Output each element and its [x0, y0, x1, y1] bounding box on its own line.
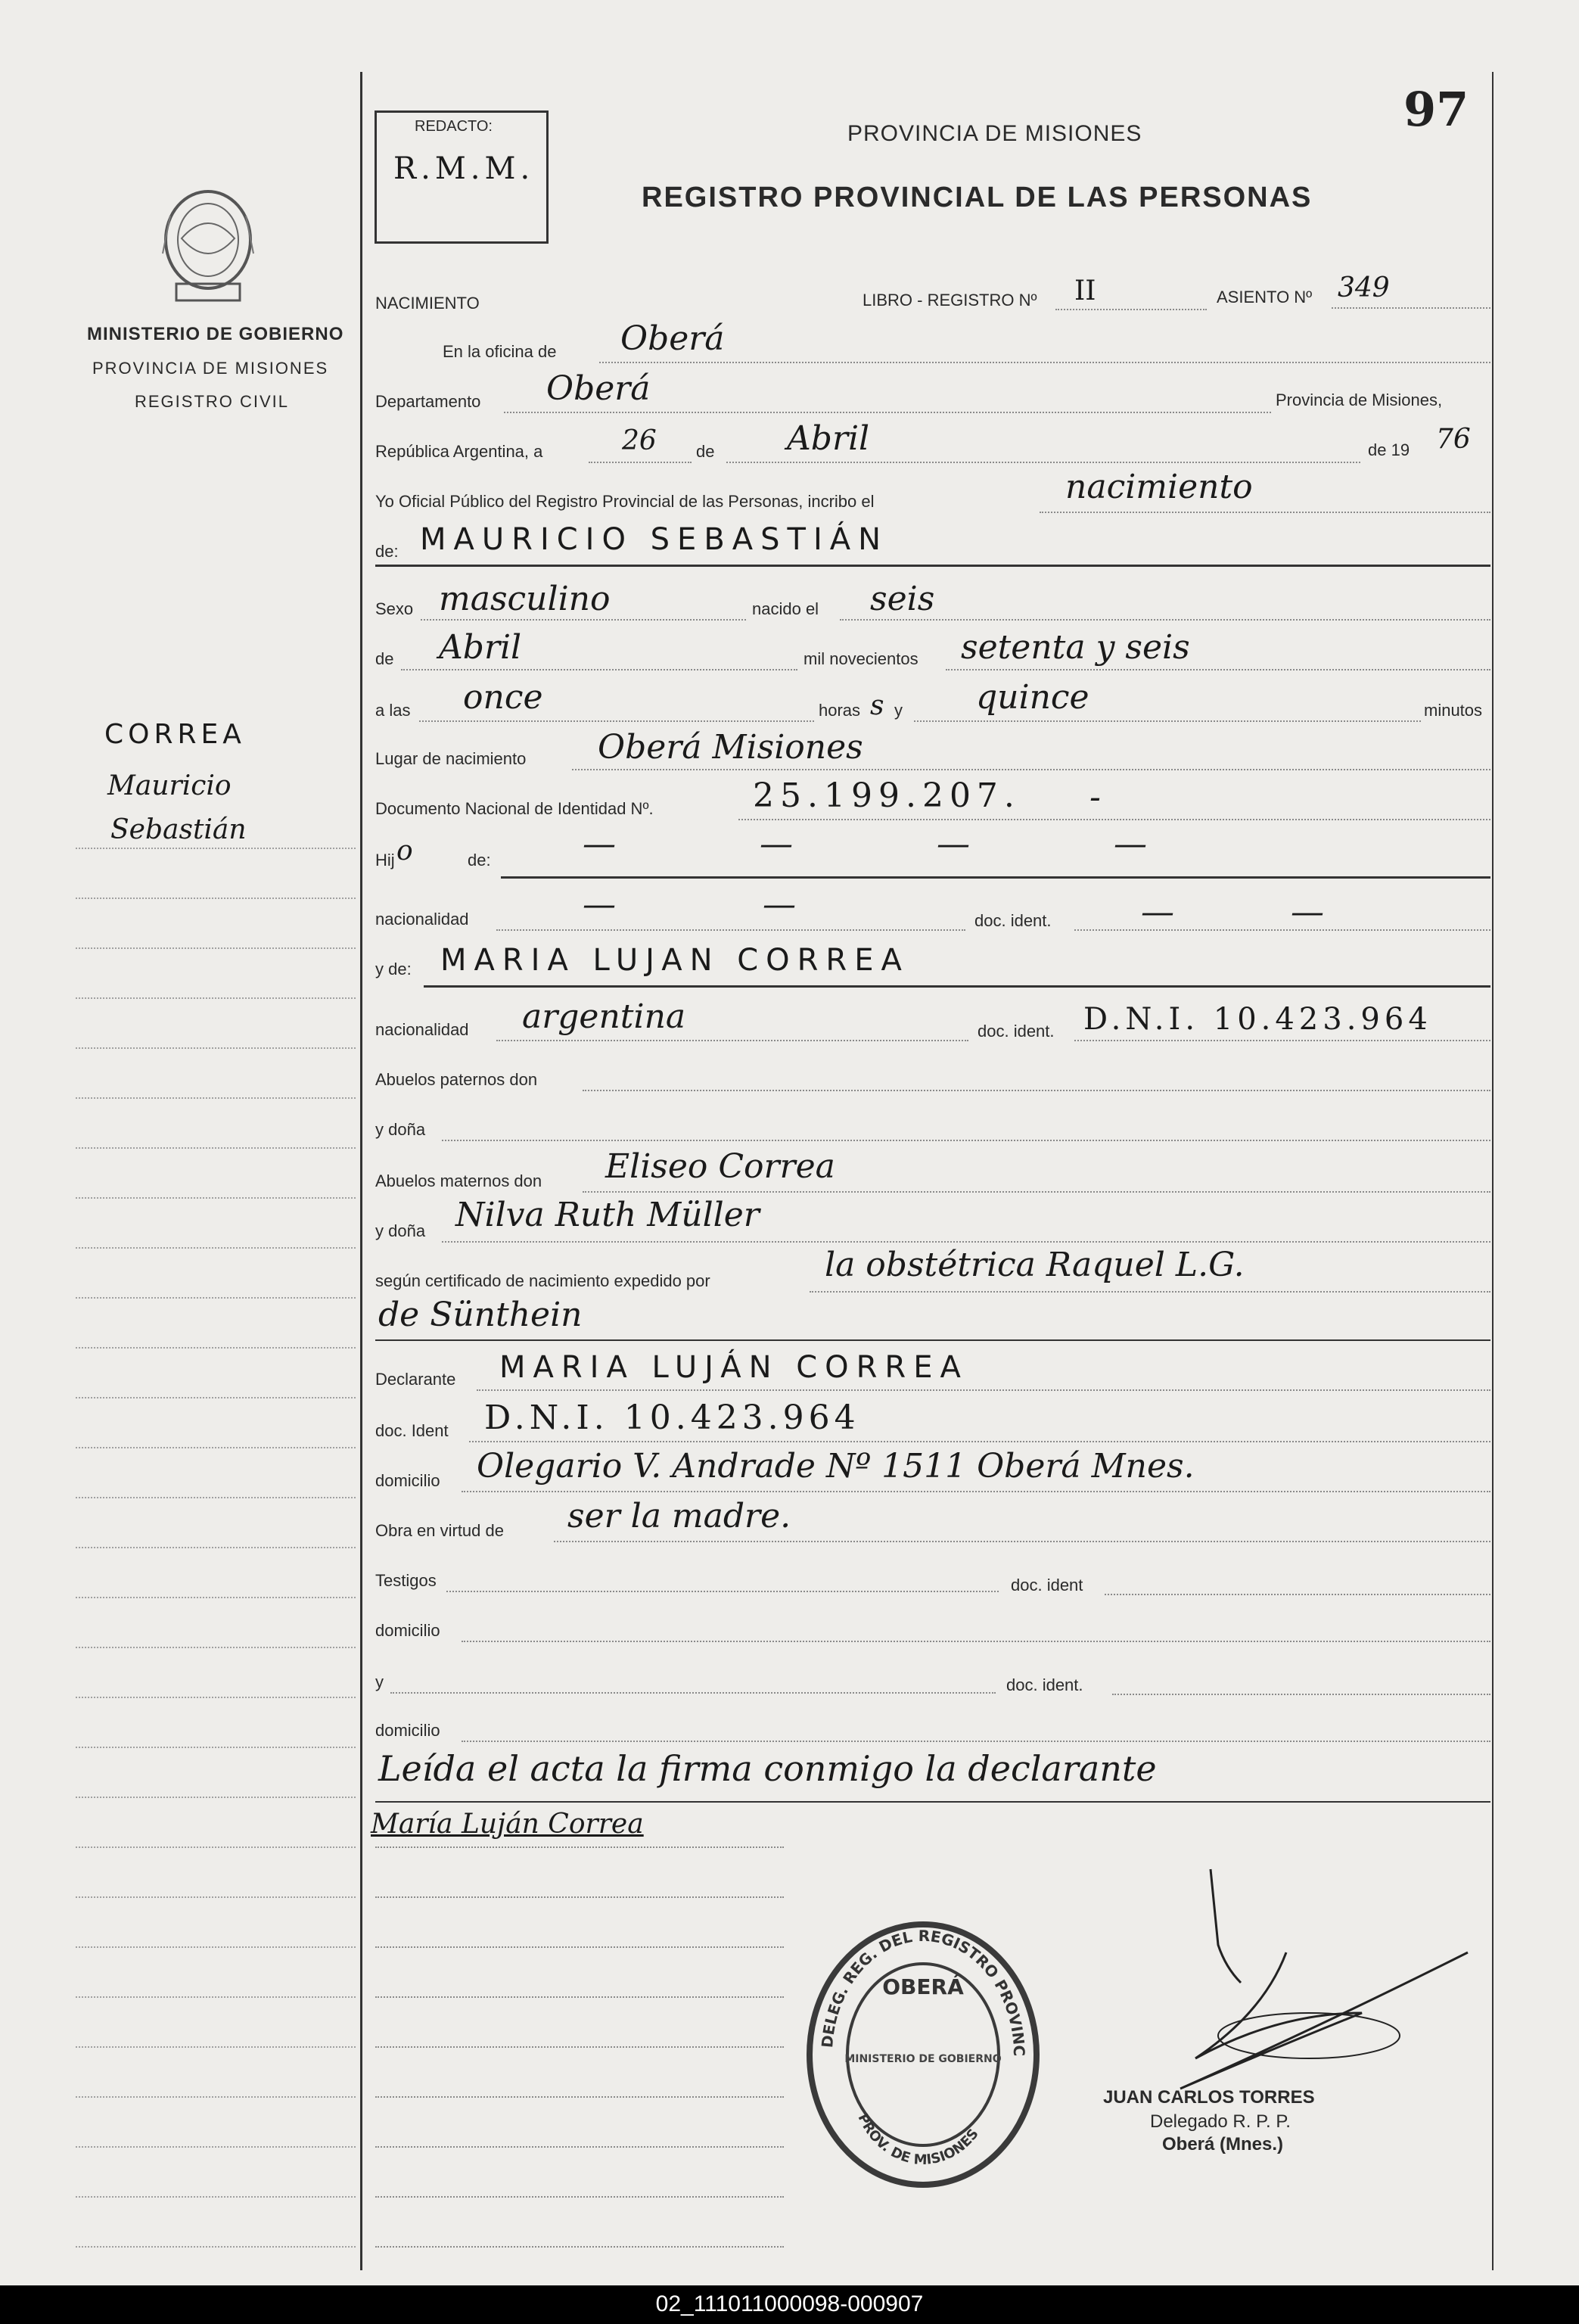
official-place: Oberá (Mnes.): [1162, 2134, 1284, 2154]
margin-dotted-line: [76, 1896, 356, 1898]
label-de-nacido-mes: de: [375, 649, 394, 668]
official-signature: [1089, 1862, 1483, 2104]
dotted-line: [738, 819, 1490, 820]
margin-dotted-line: [76, 2096, 356, 2098]
margin-dotted-line: [76, 1946, 356, 1948]
dotted-line: [1055, 309, 1207, 310]
label-horas: horas: [819, 701, 861, 720]
label-abuelos-maternos: Abuelos maternos don: [375, 1171, 542, 1190]
margin-dotted-line: [76, 2246, 356, 2248]
dotted-line: [442, 1140, 1490, 1141]
archive-id: 02_111011000098-000907: [655, 2291, 924, 2316]
value-madre: MARIA LUJAN CORREA: [440, 943, 909, 978]
blank-dotted-line: [375, 1946, 784, 1948]
label-libro: LIBRO - REGISTRO Nº: [863, 291, 1037, 310]
label-domicilio-testigo-1: domicilio: [375, 1621, 440, 1640]
dotted-line: [421, 619, 746, 621]
label-de-mes: de: [696, 442, 715, 461]
label-nacido: nacido el: [752, 599, 819, 618]
label-oficial: Yo Oficial Público del Registro Provincial de las Personas, incribo el: [375, 492, 875, 511]
label-documento: Documento Nacional de Identidad Nº.: [375, 799, 654, 818]
value-hora-suffix: s: [870, 690, 884, 721]
value-libro: II: [1074, 275, 1096, 306]
page-number: 97: [1403, 82, 1469, 137]
dotted-line: [469, 1441, 1490, 1442]
value-lugar: Oberá Misiones: [598, 728, 863, 767]
margin-dotted-line: [76, 1647, 356, 1648]
dni-dash: -: [1089, 778, 1101, 817]
margin-name-2: Sebastián: [110, 814, 247, 845]
dotted-line: [462, 1641, 1490, 1642]
label-testigos: Testigos: [375, 1571, 437, 1590]
redacto-label: REDACTO:: [415, 118, 493, 135]
label-republica: República Argentina, a: [375, 442, 543, 461]
coat-of-arms-icon: [148, 185, 269, 306]
official-stamp: [795, 1904, 1044, 2191]
blank-dotted-line: [375, 2046, 784, 2048]
value-nombre: MAURICIO SEBASTIÁN: [420, 522, 889, 557]
value-abuelo-materno: Eliseo Correa: [605, 1147, 835, 1186]
blank-dotted-line: [375, 1846, 784, 1848]
label-nacionalidad-madre: nacionalidad: [375, 1020, 469, 1039]
value-declarante-doc: D.N.I. 10.423.964: [484, 1398, 860, 1437]
margin-dotted-line: [76, 2046, 356, 2048]
margin-dotted-line: [76, 1996, 356, 1998]
dotted-line: [401, 669, 797, 670]
ministry-heading: MINISTERIO DE GOBIERNO: [87, 324, 344, 344]
label-domicilio: domicilio: [375, 1471, 440, 1490]
closing-note: Leída el acta la firma conmigo la declarante: [378, 1748, 1157, 1789]
label-nacionalidad-padre: nacionalidad: [375, 910, 469, 929]
label-departamento: Departamento: [375, 392, 481, 411]
stamp-ring-text: DELEG. REG. DEL REGISTRO PROVINCIAL DE LAS PERSONAS: [795, 1904, 1029, 2057]
margin-dotted-line: [76, 1697, 356, 1698]
value-madre-doc: D.N.I. 10.423.964: [1083, 1002, 1432, 1037]
value-hora: once: [463, 678, 543, 717]
label-a-las: a las: [375, 701, 411, 720]
value-domicilio: Olegario V. Andrade Nº 1511 Oberá Mnes.: [477, 1447, 1195, 1486]
label-mil: mil novecientos: [803, 649, 918, 668]
margin-dotted-line: [76, 2146, 356, 2148]
margin-name-1: Mauricio: [107, 770, 232, 801]
dotted-line: [589, 462, 692, 463]
value-oficina: Oberá: [620, 319, 725, 358]
right-border-line: [1492, 72, 1494, 2270]
dotted-line: [504, 412, 1271, 413]
label-sexo: Sexo: [375, 599, 414, 618]
label-doc-ident-padre: doc. ident.: [974, 911, 1052, 930]
value-hijo-suffix: o: [396, 835, 413, 866]
declarante-signature: María Luján Correa: [371, 1809, 644, 1840]
solid-line: [501, 876, 1490, 879]
value-certificado-2: de Sünthein: [378, 1296, 583, 1334]
margin-dotted-line: [76, 1597, 356, 1598]
dotted-line: [599, 362, 1490, 363]
label-hijo: Hij: [375, 851, 395, 870]
label-nacimiento: NACIMIENTO: [375, 294, 480, 313]
province-heading: PROVINCIA DE MISIONES: [847, 121, 1142, 146]
blank-dotted-line: [375, 2246, 784, 2248]
dotted-line: [496, 929, 965, 931]
label-minutos: minutos: [1424, 701, 1483, 720]
value-dni: 25.199.207.: [753, 776, 1021, 815]
label-doc-ident-declarante: doc. Ident: [375, 1421, 449, 1440]
value-abuela-materna: Nilva Ruth Müller: [455, 1196, 760, 1234]
solid-line: [375, 1801, 1490, 1803]
dotted-line: [572, 769, 1490, 770]
label-domicilio-testigo-2: domicilio: [375, 1721, 440, 1740]
margin-dotted-line: [76, 1197, 356, 1199]
value-madre-nacionalidad: argentina: [522, 997, 686, 1036]
label-y-dona-materna: y doña: [375, 1221, 426, 1240]
value-asiento: 349: [1338, 272, 1390, 303]
margin-dotted-line: [76, 1097, 356, 1099]
blank-dotted-line: [375, 1996, 784, 1998]
left-border-line: [360, 72, 362, 2270]
label-declarante: Declarante: [375, 1370, 456, 1389]
label-y-de: y de:: [375, 960, 412, 978]
dotted-line: [840, 619, 1490, 621]
value-certificado-1: la obstétrica Raquel L.G.: [825, 1246, 1245, 1284]
margin-dotted-line: [76, 1347, 356, 1349]
stamp-inner-text: MINISTERIO DE GOBIERNO: [844, 2053, 1002, 2065]
doc-ident-padre-dashes: — —: [1141, 893, 1377, 932]
label-obra: Obra en virtud de: [375, 1521, 504, 1540]
label-doc-ident-testigo: doc. ident: [1011, 1576, 1083, 1594]
dotted-line: [726, 462, 1360, 463]
label-oficina: En la oficina de: [443, 342, 557, 361]
dotted-line: [442, 1241, 1490, 1243]
value-sexo: masculino: [439, 580, 611, 618]
dotted-line: [810, 1291, 1490, 1293]
dotted-line: [914, 720, 1421, 722]
registry-heading: REGISTRO PROVINCIAL DE LAS PERSONAS: [642, 182, 1313, 213]
dotted-line: [946, 669, 1490, 670]
official-title: Delegado R. P. P.: [1150, 2111, 1291, 2132]
label-provincia: Provincia de Misiones,: [1276, 390, 1443, 409]
margin-dotted-line: [76, 1747, 356, 1748]
ministry-office: REGISTRO CIVIL: [135, 392, 290, 411]
dotted-line: [1040, 512, 1490, 513]
value-anio: 76: [1436, 424, 1471, 455]
margin-dotted-line: [76, 848, 356, 849]
value-obra: ser la madre.: [567, 1497, 791, 1535]
margin-dotted-line: [76, 1247, 356, 1249]
label-abuelos-paternos: Abuelos paternos don: [375, 1070, 538, 1089]
dotted-line: [554, 1541, 1490, 1542]
hijo-blank-dashes: — — — —: [583, 825, 1214, 863]
blank-dotted-line: [375, 2146, 784, 2148]
value-dia: 26: [622, 425, 657, 456]
value-departamento: Oberá: [546, 369, 651, 408]
label-y-dona-paterna: y doña: [375, 1120, 426, 1139]
margin-dotted-line: [76, 997, 356, 999]
dotted-line: [1074, 1040, 1490, 1041]
dotted-line: [583, 1090, 1490, 1091]
dotted-line: [419, 720, 814, 722]
dotted-line: [477, 1389, 1490, 1391]
label-de19: de 19: [1368, 440, 1410, 459]
label-asiento: ASIENTO Nº: [1217, 288, 1313, 306]
margin-dotted-line: [76, 1047, 356, 1049]
value-declarante: MARIA LUJÁN CORREA: [499, 1350, 968, 1385]
value-acto: nacimiento: [1065, 468, 1253, 506]
margin-dotted-line: [76, 1547, 356, 1548]
margin-dotted-line: [76, 1846, 356, 1848]
dotted-line: [446, 1591, 999, 1592]
margin-dotted-line: [76, 1397, 356, 1398]
dotted-line: [1112, 1694, 1490, 1695]
margin-dotted-line: [76, 947, 356, 949]
label-de-nombre: de:: [375, 542, 399, 561]
solid-line: [375, 1339, 1490, 1341]
nacionalidad-padre-dashes: — —: [583, 885, 864, 924]
dotted-line: [583, 1191, 1490, 1193]
label-doc-ident-madre: doc. ident.: [978, 1022, 1055, 1041]
ministry-province: PROVINCIA DE MISIONES: [92, 359, 329, 378]
dotted-line: [462, 1491, 1490, 1492]
stamp-bottom-text: PROV. DE MISIONES: [854, 2111, 982, 2169]
value-mes: Abril: [787, 419, 870, 458]
dotted-line: [390, 1692, 996, 1694]
margin-dotted-line: [76, 1797, 356, 1798]
margin-dotted-line: [76, 1447, 356, 1448]
label-y-testigo: y: [375, 1672, 384, 1691]
label-y-minutos: y: [894, 701, 903, 720]
margin-surname: CORREA: [104, 719, 246, 750]
value-nacido-anio: setenta y seis: [961, 628, 1190, 667]
official-name: JUAN CARLOS TORRES: [1103, 2087, 1315, 2108]
margin-dotted-line: [76, 898, 356, 899]
solid-line: [424, 985, 1490, 988]
archive-id-bar: [0, 2285, 1579, 2324]
margin-dotted-line: [76, 1147, 356, 1149]
dotted-line: [1105, 1594, 1490, 1595]
label-lugar: Lugar de nacimiento: [375, 749, 527, 768]
value-nacido-mes: Abril: [439, 628, 522, 667]
dotted-line: [496, 1040, 968, 1041]
margin-dotted-line: [76, 1497, 356, 1498]
label-doc-ident-testigo-2: doc. ident.: [1006, 1675, 1083, 1694]
dotted-line: [1332, 307, 1490, 309]
margin-dotted-line: [76, 1297, 356, 1299]
redacto-value: R.M.M.: [393, 151, 535, 186]
blank-dotted-line: [375, 1896, 784, 1898]
stamp-top-text: OBERÁ: [882, 1974, 964, 1999]
blank-dotted-line: [375, 2096, 784, 2098]
solid-line: [375, 565, 1490, 567]
label-hijo-de: de:: [468, 851, 491, 870]
label-segun: según certificado de nacimiento expedido por: [375, 1271, 710, 1290]
margin-dotted-line: [76, 2196, 356, 2198]
dotted-line: [462, 1741, 1490, 1742]
value-nacido-dia: seis: [870, 580, 935, 618]
blank-dotted-line: [375, 2196, 784, 2198]
value-minutos: quince: [976, 678, 1089, 717]
